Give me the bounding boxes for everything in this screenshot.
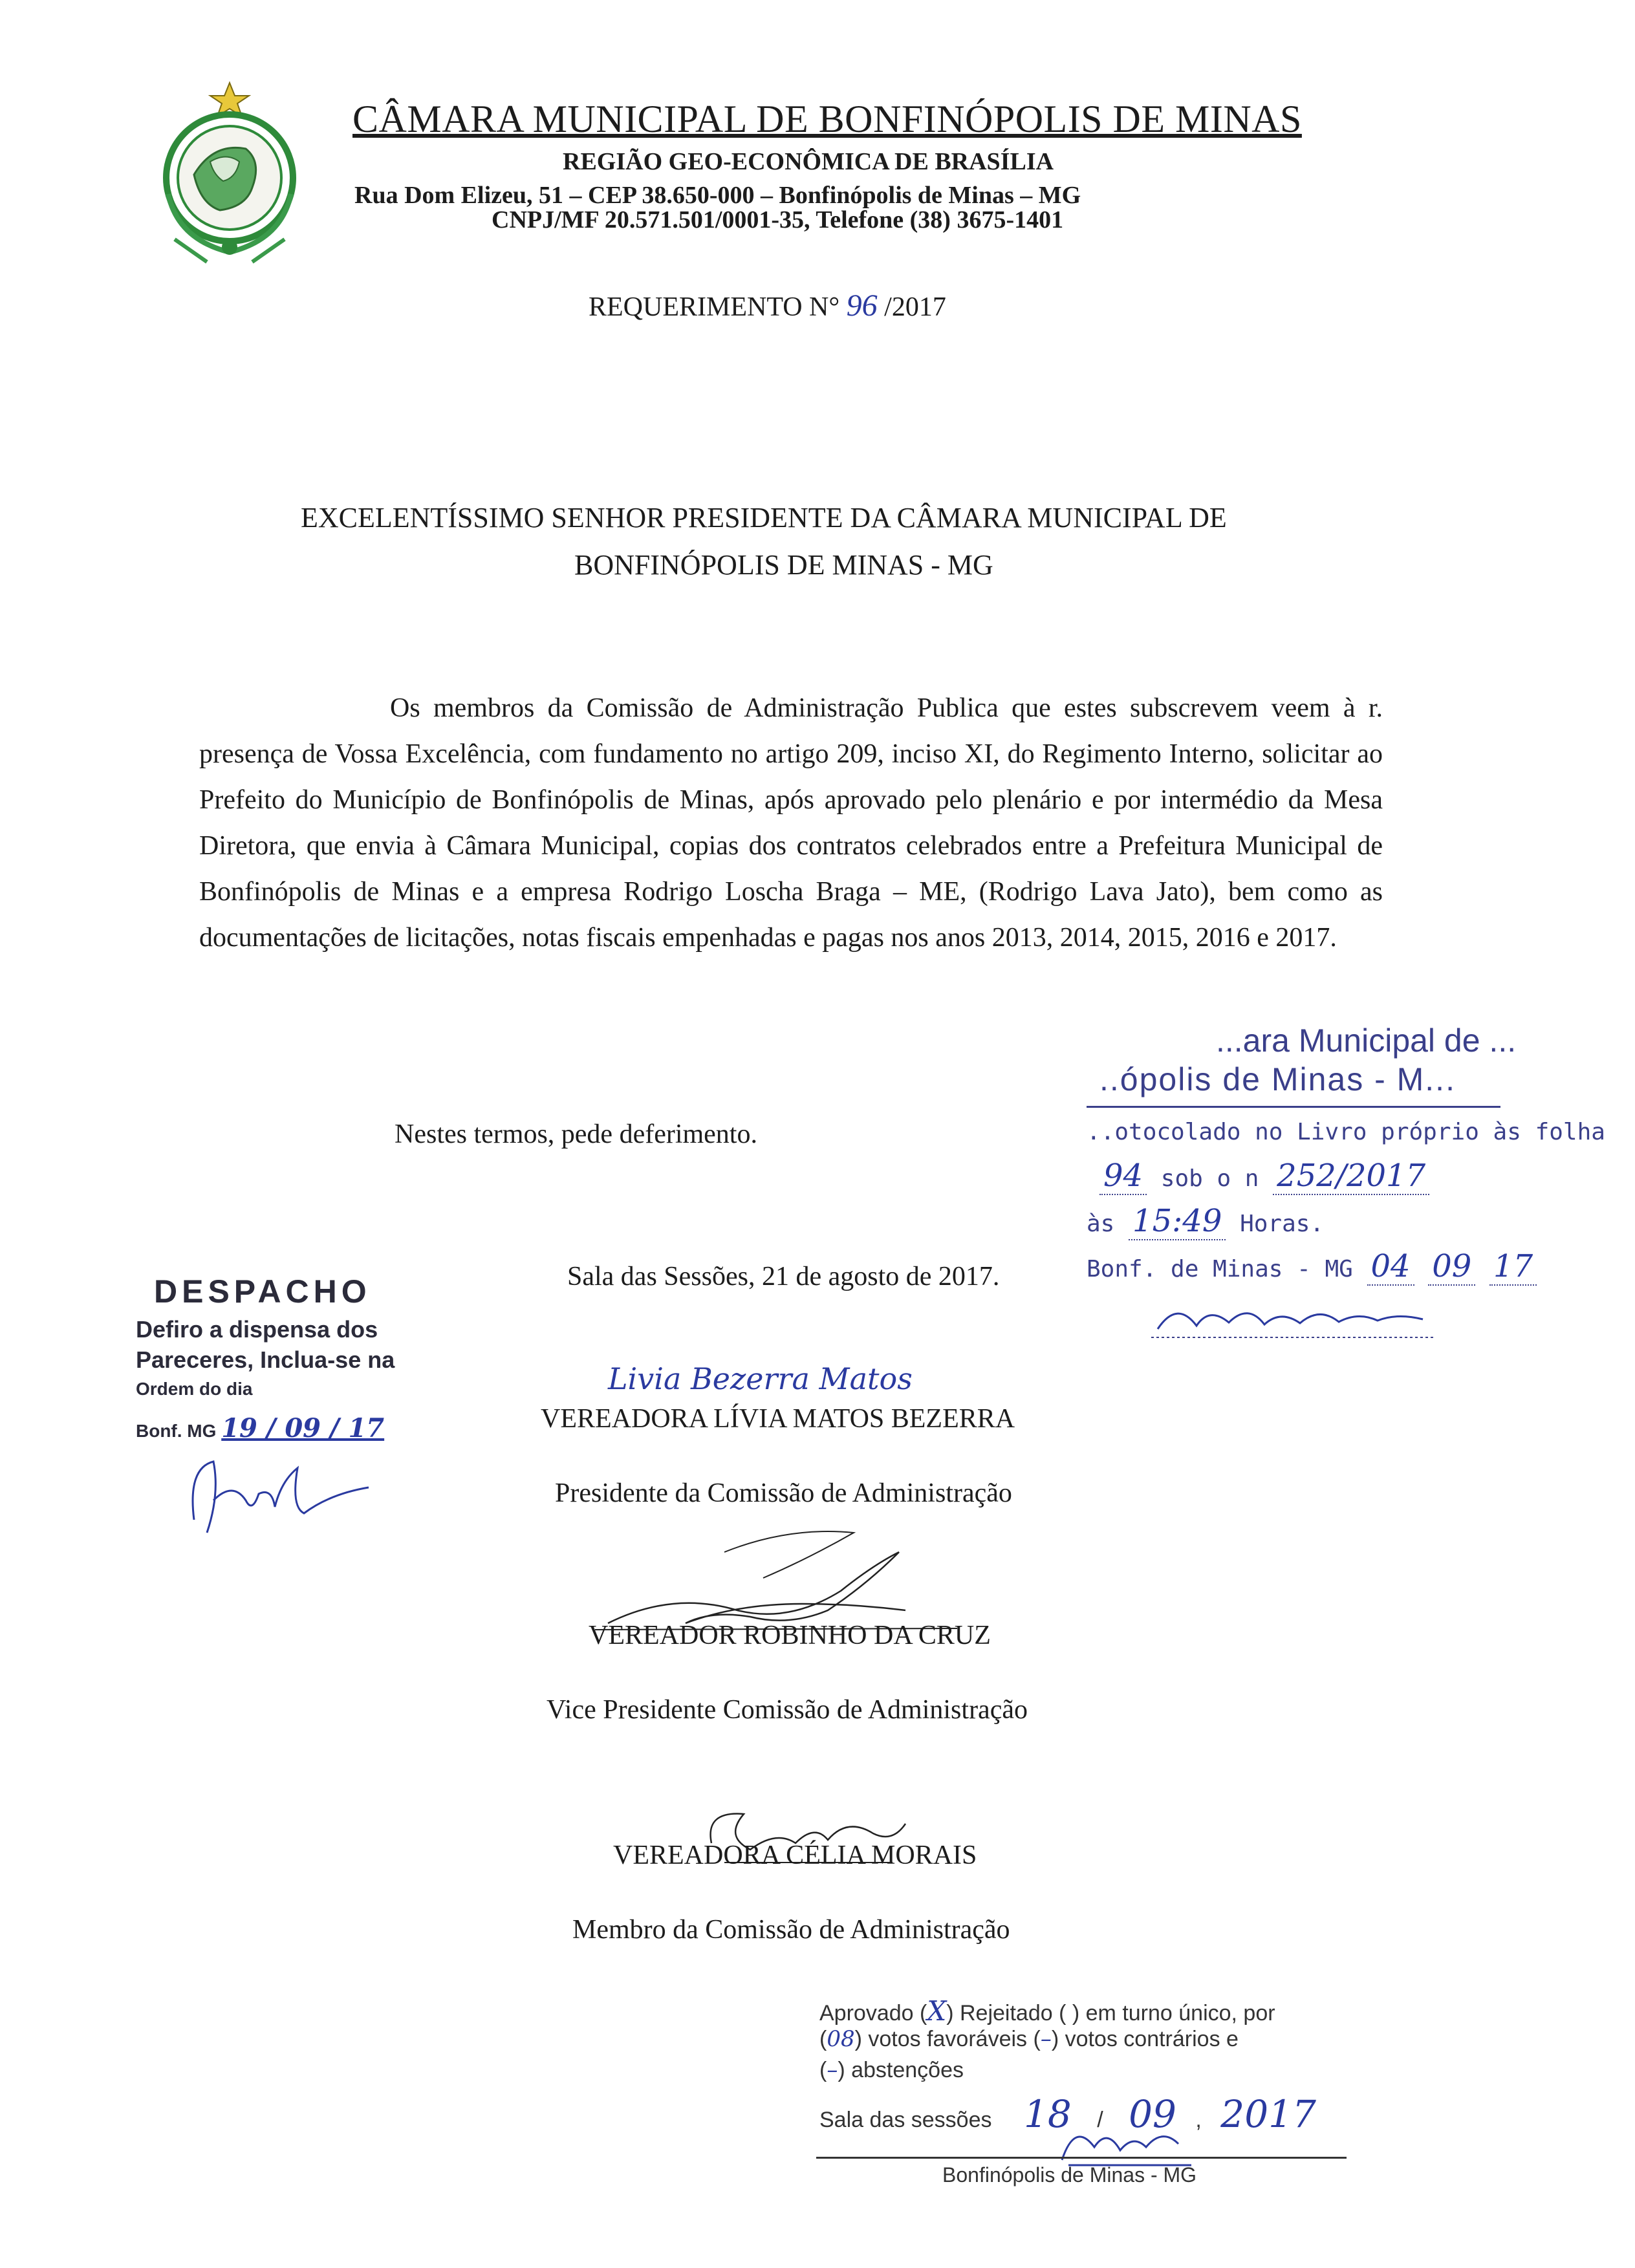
body-text	[199, 686, 1383, 961]
vote-line-session-date: Sala das sessões 18 / 09 , 2017	[819, 2092, 1316, 2136]
signature-2-role: Vice Presidente Comissão de Administração	[547, 1695, 1028, 1725]
despacho-title: DESPACHO	[154, 1273, 371, 1310]
vote-signature-rule	[816, 2157, 1347, 2159]
vote-abst-count: –	[827, 2057, 838, 2083]
request-year: /2017	[884, 292, 946, 322]
stamp-date-line	[1087, 1248, 1537, 1284]
vote-aprovado-label: Aprovado (	[819, 2001, 927, 2025]
stamp-day: 04	[1367, 1248, 1414, 1286]
closing-text: Nestes termos, pede deferimento.	[395, 1119, 757, 1149]
despacho-line-2: Pareceres, Inclua-se na	[136, 1346, 395, 1373]
stamp-signature	[1151, 1293, 1436, 1345]
vote-contra-label: ) votos contrários e	[1051, 2027, 1239, 2051]
signature-3-name: VEREADORA CÉLIA MORAIS	[613, 1841, 977, 1870]
vote-session-label: Sala das sessões	[819, 2108, 992, 2132]
vote-line-abstentions	[819, 2057, 964, 2083]
addressee-line-1: EXCELENTÍSSIMO SENHOR PRESIDENTE DA CÂMARA MUNICIPAL DE	[301, 502, 1227, 534]
stamp-time: 15:49	[1129, 1203, 1226, 1240]
stamp-page: 94	[1099, 1158, 1147, 1195]
request-number: 96	[846, 288, 878, 323]
body-paragraph: Os membros da Comissão de Administração Publica que estes subscrevem veem à r. presença de Vossa Excelência, com fundamento no artigo 209, inciso XI, do Regimento Interno, solicitar ao Prefeito do Município de Bonfinópolis de Minas, após aprovado pelo plenário e por intermédio da Mesa Diretora, que envia à Câmara Municipal, copias dos contratos celebrados entre a Prefeitura Municipal de Bonfinópolis de Minas e a empresa Rodrigo Loscha Braga – ME, (Rodrigo Lava Jato), bem como as documentações de licitações, notas fiscais empenhadas e pagas nos anos 2013, 2014, 2015, 2016 e 2017.	[199, 693, 1383, 953]
despacho-line-1: Defiro a dispensa dos	[136, 1316, 378, 1343]
signature-1-role: Presidente da Comissão de Administração	[555, 1478, 1012, 1508]
stamp-horas-label: Horas.	[1240, 1211, 1325, 1237]
stamp-rule	[1087, 1106, 1500, 1108]
vote-abst-label: ) abstenções	[838, 2058, 964, 2082]
vote-favor-count: 08	[827, 2026, 855, 2052]
stamp-as-label: às	[1087, 1211, 1115, 1237]
vote-result-stamp	[816, 1989, 1463, 2202]
place-date: Sala das Sessões, 21 de agosto de 2017.	[567, 1262, 1000, 1291]
vote-rejeitado-label: ) Rejeitado ( ) em turno único, por	[946, 2001, 1275, 2025]
stamp-month: 09	[1428, 1248, 1475, 1286]
vote-abst-open: (	[819, 2058, 827, 2082]
stamp-place-label: Bonf. de Minas - MG	[1087, 1256, 1353, 1282]
protocol-stamp	[1080, 1022, 1605, 1358]
signature-1-name: VEREADORA LÍVIA MATOS BEZERRA	[541, 1404, 1015, 1434]
request-title	[589, 288, 946, 323]
vote-day: 18	[1023, 2092, 1072, 2136]
vote-year: 2017	[1220, 2092, 1316, 2136]
vote-favor-label: ) votos favoráveis (	[854, 2027, 1041, 2051]
vote-aprovado-mark: X	[927, 1995, 947, 2027]
vote-contra-count: –	[1040, 2026, 1052, 2052]
signature-3-role: Membro da Comissão de Administração	[572, 1915, 1010, 1945]
stamp-line-3: ..otocolado no Livro próprio às folha	[1087, 1119, 1605, 1145]
header-region: REGIÃO GEO-ECONÔMICA DE BRASÍLIA	[563, 148, 1054, 175]
despacho-date: 19 / 09 / 17	[221, 1413, 385, 1443]
vote-month: 09	[1129, 2092, 1176, 2136]
signature-1-handwritten: Livia Bezerra Matos	[608, 1361, 913, 1396]
header-address: Rua Dom Elizeu, 51 – CEP 38.650-000 – Bonfinópolis de Minas – MG	[354, 182, 1081, 209]
header-cnpj: CNPJ/MF 20.571.501/0001-35, Telefone (38) 3675-1401	[492, 206, 1064, 233]
header-title: CÂMARA MUNICIPAL DE BONFINÓPOLIS DE MINAS	[352, 98, 1302, 140]
vote-line-counts: (08) votos favoráveis (–) votos contrários e	[819, 2026, 1239, 2052]
vote-line-approval	[819, 1995, 1275, 2027]
vote-city: Bonfinópolis de Minas - MG	[942, 2163, 1197, 2187]
stamp-time-line	[1087, 1203, 1324, 1239]
signature-2-name: VEREADOR ROBINHO DA CRUZ	[589, 1621, 991, 1650]
addressee-line-2: BONFINÓPOLIS DE MINAS - MG	[574, 549, 993, 581]
despacho-place-label: Bonf. MG	[136, 1421, 217, 1441]
despacho-line-3: Ordem do dia	[136, 1379, 253, 1399]
stamp-line-1: ...ara Municipal de ...	[1216, 1022, 1517, 1059]
municipal-seal-logo	[149, 78, 369, 278]
despacho-date-line	[136, 1413, 384, 1443]
despacho-signature	[175, 1442, 388, 1546]
request-label: REQUERIMENTO N°	[589, 292, 840, 322]
stamp-line-2: ..ópolis de Minas - M...	[1099, 1061, 1456, 1097]
stamp-reg-number: 252/2017	[1273, 1158, 1429, 1195]
stamp-sob-label: sob o n	[1160, 1165, 1259, 1192]
stamp-year: 17	[1489, 1248, 1537, 1286]
stamp-page-line	[1099, 1158, 1429, 1194]
